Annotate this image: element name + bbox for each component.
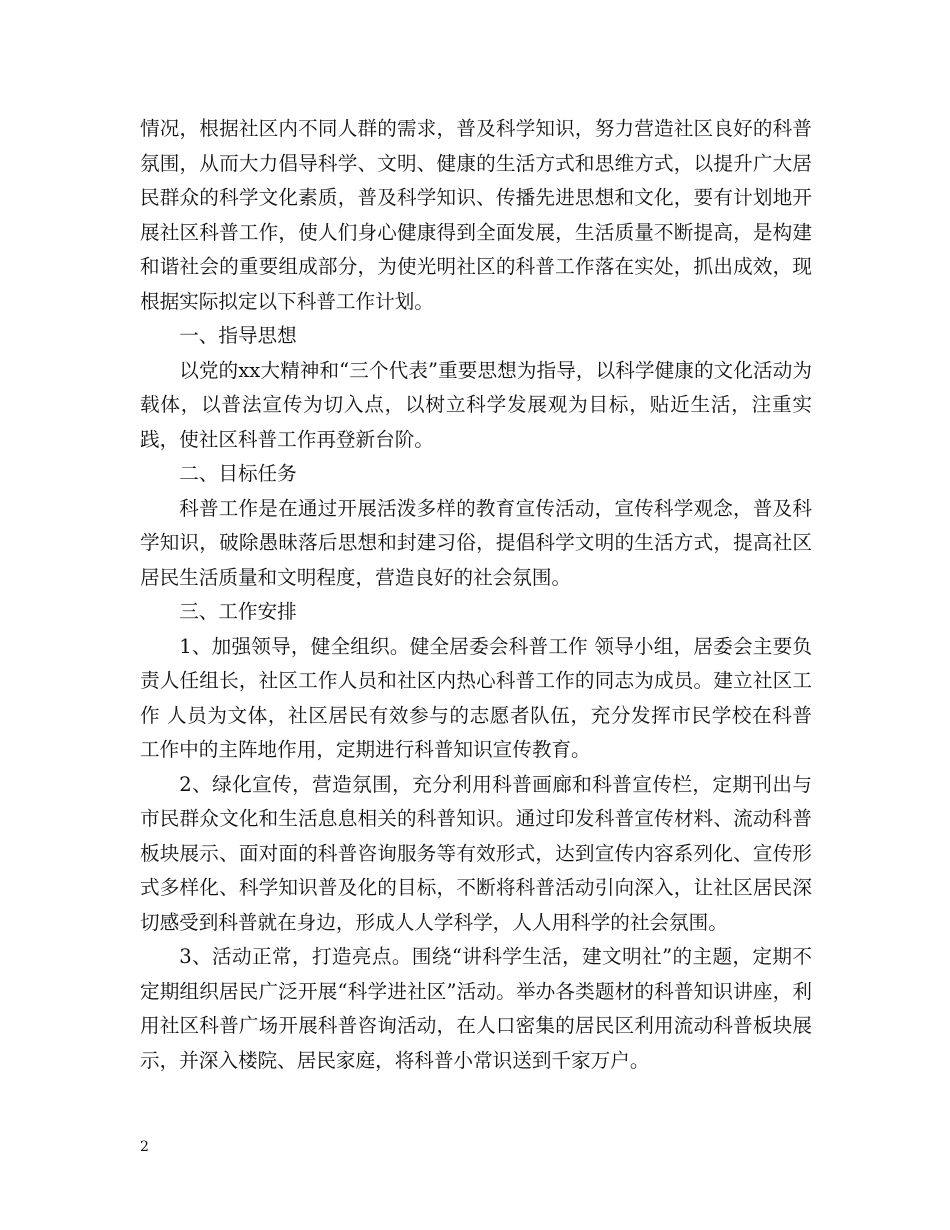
paragraph-intro-continuation: 情况，根据社区内不同人群的需求，普及科学知识，努力营造社区良好的科普氛围，从而大力倡导科学、文明、健康的生活方式和思维方式，以提升广大居民群众的科学文化素质，普及科学知识、传播先进思想和文化，要有计划地开展社区科普工作，使人们身心健康得到全面发展，生活质量不断提高，是构建和谐社会的重要组成部分，为使光明社区的科普工作落在实处，抓出成效，现根据实际拟定以下科普工作计划。 xyxy=(140,117,812,313)
section-heading-guiding-ideology: 一、指导思想 xyxy=(179,324,297,347)
document-body xyxy=(140,112,812,1078)
paragraph-goals-tasks: 科普工作是在通过开展活泼多样的教育宣传活动，宣传科学观念，普及科学知识，破除愚昧落后思想和封建习俗，提倡科学文明的生活方式，提高社区居民生活质量和文明程度，营造良好的社会氛围。 xyxy=(140,496,812,589)
page-number: 2 xyxy=(140,1139,149,1155)
paragraph-guiding-ideology: 以党的xx大精神和“三个代表”重要思想为指导，以科学健康的文化活动为载体，以普法宣传为切入点，以树立科学发展观为目标，贴近生活，注重实践，使社区科普工作再登新台阶。 xyxy=(140,358,812,451)
paragraph-arrangement-2: 2、绿化宣传，营造氛围，充分利用科普画廊和科普宣传栏，定期刊出与市民群众文化和生活息息相关的科普知识。通过印发科普宣传材料、流动科普板块展示、面对面的科普咨询服务等有效形式，达到宣传内容系列化、宣传形式多样化、科学知识普及化的目标，不断将科普活动引向深入，让社区居民深切感受到科普就在身边，形成人人学科学，人人用科学的社会氛围。 xyxy=(140,772,812,934)
section-heading-goals-tasks: 二、目标任务 xyxy=(179,462,297,485)
paragraph-arrangement-3: 3、活动正常，打造亮点。围绕“讲科学生活，建文明社”的主题，定期不定期组织居民广泛开展“科学进社区”活动。举办各类题材的科普知识讲座，利用社区科普广场开展科普咨询活动，在人口密集的居民区利用流动科普板块展示，并深入楼院、居民家庭，将科普小常识送到千家万户。 xyxy=(140,945,812,1072)
paragraph-arrangement-1: 1、加强领导，健全组织。健全居委会科普工作 领导小组，居委会主要负责人任组长，社区工作人员和社区内热心科普工作的同志为成员。建立社区工作 人员为文体，社区居民有效参与的志愿者队伍，充分发挥市民学校在科普工作中的主阵地作用，定期进行科普知识宣传教育。 xyxy=(140,634,812,761)
section-heading-work-arrangement: 三、工作安排 xyxy=(179,600,297,623)
